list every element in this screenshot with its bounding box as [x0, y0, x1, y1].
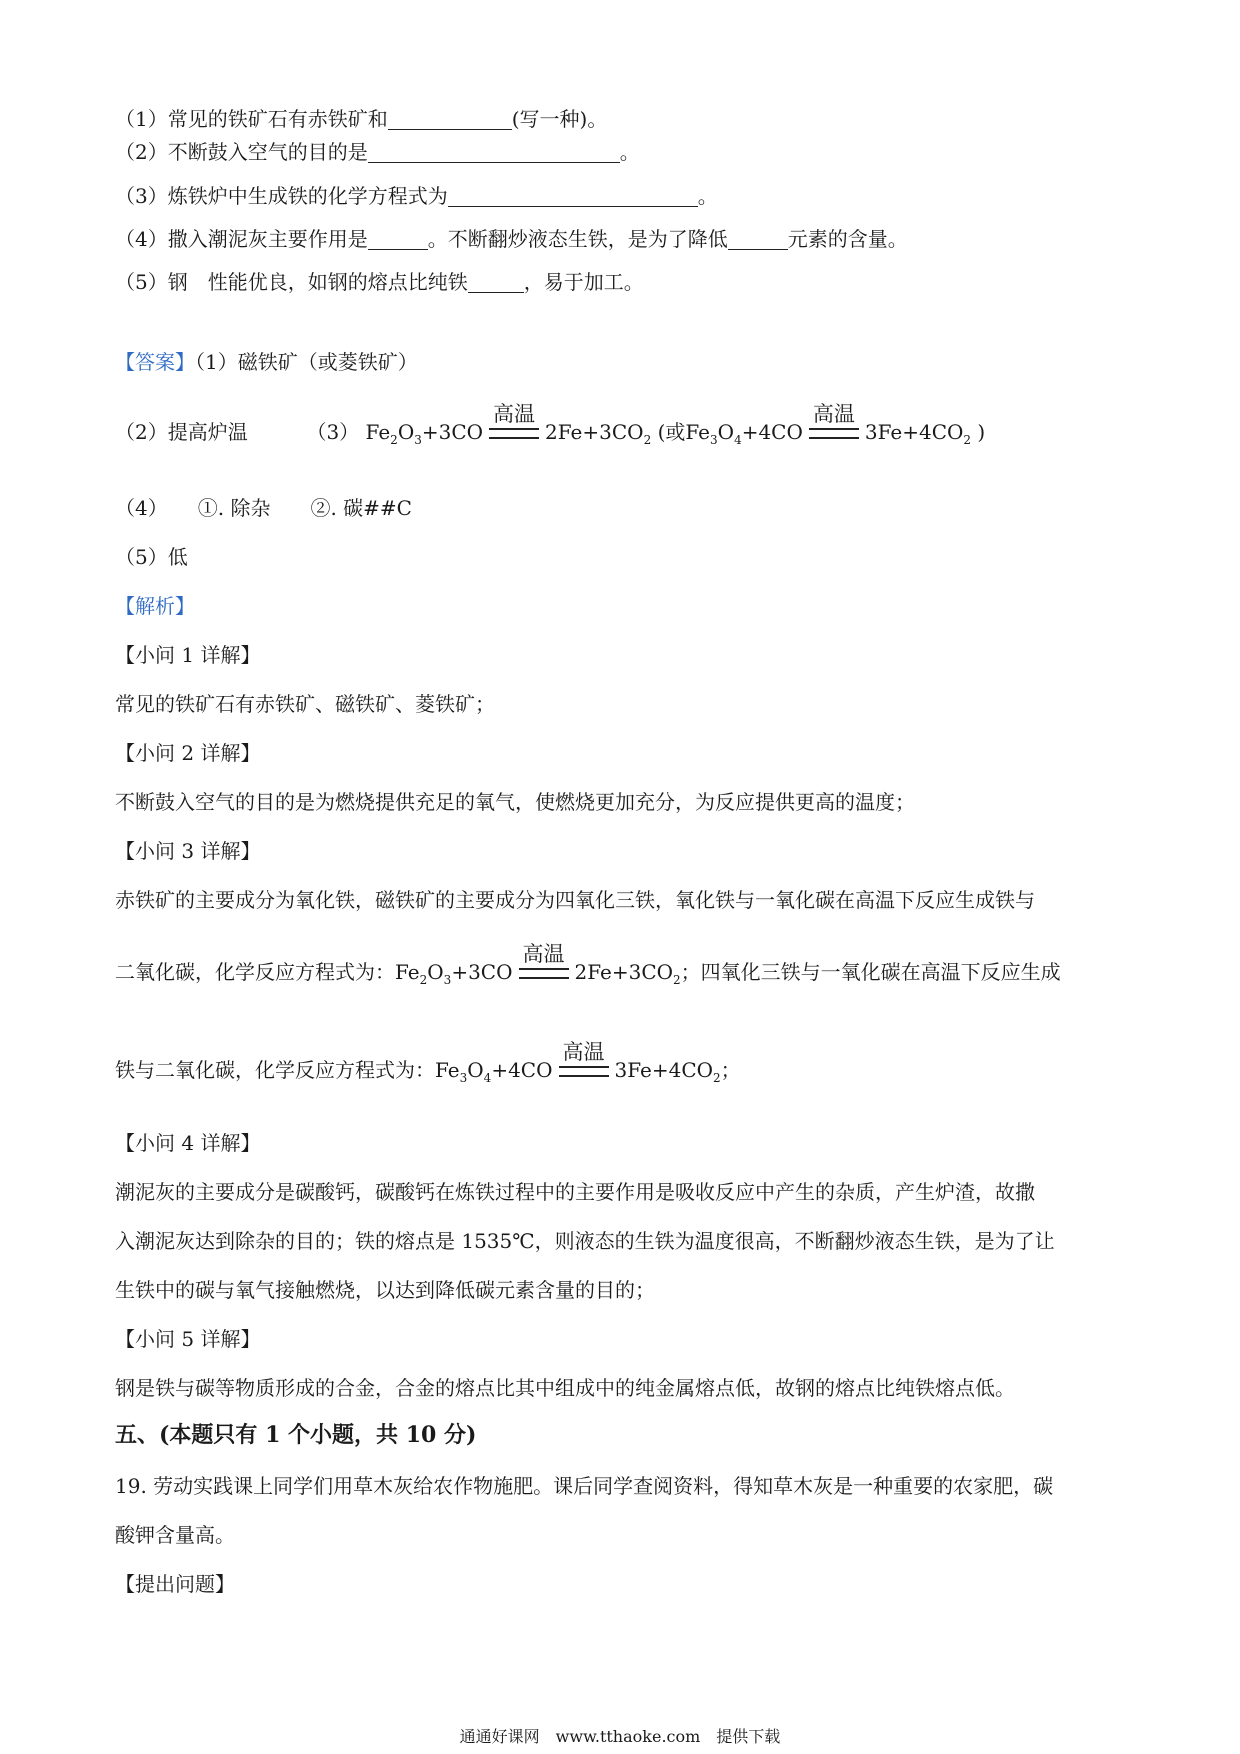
answer-blank	[468, 272, 524, 293]
sub-question-3-text-2a: 二氧化碳，化学反应方程式为：	[115, 960, 395, 984]
analysis-tag: 【解析】	[115, 594, 195, 618]
question-1-text: （1）常见的铁矿石有赤铁矿和	[115, 107, 388, 131]
sub-question-2-text: 不断鼓入空气的目的是为燃烧提供充足的氧气，使燃烧更加充分，为反应提供更高的温度；	[115, 790, 915, 814]
question-19-line-1: 19. 劳动实践课上同学们用草木灰给农作物施肥。课后同学查阅资料，得知草木灰是一种重要的农家肥，碳	[115, 1474, 1054, 1498]
equation-fe2o3: $Fe_2O_3+3CO$	[395, 960, 513, 987]
answer-tag: 【答案】	[115, 350, 195, 374]
sub-question-1-heading: 【小问 1 详解】	[115, 643, 261, 667]
question-3	[115, 182, 718, 210]
sub-question-4-text-2: 入潮泥灰达到除杂的目的；铁的熔点是 1535℃，则液态的生铁为温度很高，不断翻炒液态生铁，是为了让	[115, 1229, 1055, 1253]
answer-3-close: )	[977, 420, 986, 444]
sub-question-3-text-1: 赤铁矿的主要成分为氧化铁，磁铁矿的主要成分为四氧化三铁，氧化铁与一氧化碳在高温下反应生成铁与	[115, 888, 1035, 912]
condition-high-temp: 高温	[489, 419, 539, 441]
question-2-text: （2）不断鼓入空气的目的是	[115, 140, 368, 164]
answer-blank	[448, 186, 698, 207]
question-4	[115, 225, 908, 253]
question-19-line-2: 酸钾含量高。	[115, 1523, 235, 1547]
question-1-suffix: (写一种)。	[511, 107, 608, 131]
answer-line-1	[115, 348, 418, 376]
answer-blank	[728, 229, 788, 250]
sub-question-4-text-1: 潮泥灰的主要成分是碳酸钙，碳酸钙在炼铁过程中的主要作用是吸收反应中产生的杂质，产生炉渣，故撒	[115, 1180, 1035, 1204]
answer-2: （2）提高炉温	[115, 420, 248, 444]
answer-3-or: (或	[657, 420, 686, 444]
question-4-suffix: 元素的含量。	[787, 227, 908, 251]
question-5-text: （5）钢 性能优良，如钢的熔点比纯铁	[115, 270, 468, 294]
sub-question-5-heading: 【小问 5 详解】	[115, 1327, 261, 1351]
page-footer: 通通好课网 www.tthaoke.com 提供下载	[459, 1727, 781, 1746]
answer-3-prefix: （3）	[306, 420, 360, 444]
sub-question-3-text-3a: 铁与二氧化碳，化学反应方程式为：	[115, 1058, 435, 1082]
sub-question-3-text-2	[115, 942, 1061, 994]
question-2-suffix: 。	[619, 140, 640, 164]
answer-4: （4） ①. 除杂 ②. 碳##C	[115, 496, 412, 520]
sub-question-2-heading: 【小问 2 详解】	[115, 741, 261, 765]
equation-products: $2Fe+3CO_2$	[545, 420, 652, 447]
sub-question-5-text: 钢是铁与碳等物质形成的合金，合金的熔点比其中组成中的纯金属熔点低，故钢的熔点比纯铁熔点低。	[115, 1376, 1015, 1400]
answer-blank	[368, 229, 428, 250]
sub-question-3-text-3b: ；	[720, 1058, 741, 1082]
equation-products: $3Fe+4CO_2$	[614, 1058, 721, 1085]
question-3-suffix: 。	[697, 184, 718, 208]
question-5-suffix: ，易于加工。	[523, 270, 644, 294]
answer-line-2	[115, 402, 986, 454]
answer-blank	[388, 109, 512, 130]
equation-fe3o4: $Fe_3O_4+4CO$	[685, 420, 803, 447]
question-1	[115, 105, 607, 133]
question-4-text: （4）撒入潮泥灰主要作用是	[115, 227, 368, 251]
equation-fe3o4: $Fe_3O_4+4CO$	[435, 1058, 553, 1085]
raise-question-heading: 【提出问题】	[115, 1572, 235, 1596]
equation-fe2o3: $Fe_2O_3+3CO$	[365, 420, 484, 447]
equation-products: $3Fe+4CO_2$	[864, 420, 972, 447]
sub-question-3-heading: 【小问 3 详解】	[115, 839, 261, 863]
sub-question-4-text-3: 生铁中的碳与氧气接触燃烧，以达到降低碳元素含量的目的；	[115, 1278, 655, 1302]
section-heading: 五、(本题只有 1 个小题，共 10 分)	[115, 1422, 477, 1448]
question-3-text: （3）炼铁炉中生成铁的化学方程式为	[115, 184, 448, 208]
condition-high-temp: 高温	[519, 959, 569, 981]
answer-1: （1）磁铁矿（或菱铁矿）	[195, 350, 418, 374]
condition-high-temp: 高温	[809, 419, 859, 441]
question-4-mid: 。不断翻炒液态生铁，是为了降低	[427, 227, 728, 251]
condition-high-temp: 高温	[559, 1057, 609, 1079]
answer-blank	[368, 142, 620, 163]
sub-question-3-text-2b: ；四氧化三铁与一氧化碳在高温下反应生成	[680, 960, 1061, 984]
answer-5: （5）低	[115, 545, 188, 569]
question-2	[115, 138, 640, 166]
equation-products: $2Fe+3CO_2$	[574, 960, 681, 987]
sub-question-1-text: 常见的铁矿石有赤铁矿、磁铁矿、菱铁矿；	[115, 692, 495, 716]
question-5	[115, 268, 644, 296]
sub-question-3-text-3	[115, 1040, 741, 1092]
sub-question-4-heading: 【小问 4 详解】	[115, 1131, 261, 1155]
